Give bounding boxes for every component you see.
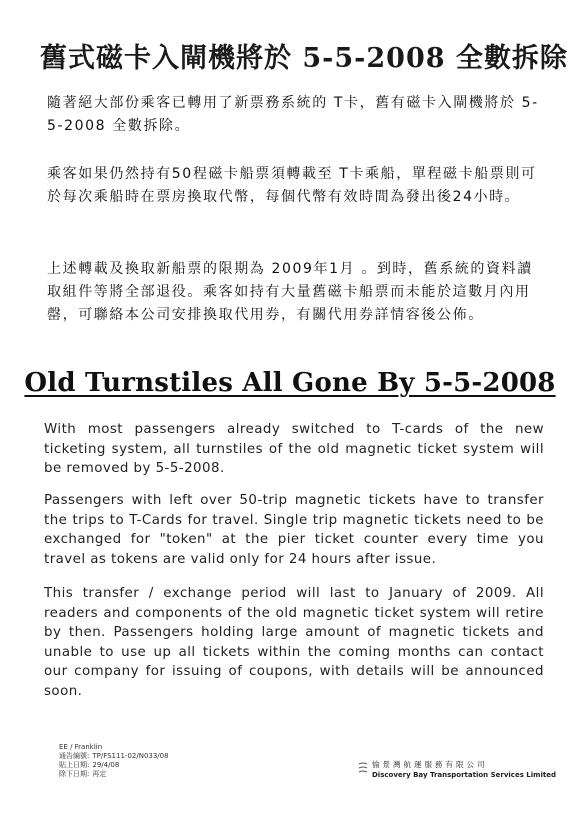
chinese-title: 舊式磁卡入閘機將於 5-5-2008 全數拆除 (40, 43, 568, 74)
notice-number-row (59, 752, 169, 761)
remove-date-value: 再定 (92, 770, 107, 778)
footer-reference (59, 743, 169, 779)
post-date-value: 29/4/08 (92, 761, 120, 769)
notice-number-label: 通告編號: (59, 752, 90, 760)
english-paragraph-1: With most passengers already switched to T-cards of the new ticketing system, all turnstiles of the old magnetic ticket system will be removed by 5-5-2008. (44, 422, 544, 476)
post-date-label: 貼上日期: (59, 761, 90, 769)
chinese-paragraph-2: 乘客如果仍然持有50程磁卡船票須轉載至 T卡乘船，單程磁卡船票則可於每次乘船時在票房換取代幣，每個代幣有效時間為發出後24小時。 (47, 166, 537, 205)
chinese-paragraph-1: 隨著絕大部份乘客已轉用了新票務系統的 T卡，舊有磁卡入閘機將於 5-5-2008 全數拆除。 (47, 95, 539, 134)
chinese-paragraph-3: 上述轉載及換取新船票的限期為 2009年1月 。到時，舊系統的資料讀取組件等將全部退役。乘客如持有大量舊磁卡船票而未能於這數月內用罄，可聯絡本公司安排換取代用券，有關代用券詳情容後公佈。 (47, 261, 533, 323)
author-line: EE / Franklin (59, 743, 103, 751)
company-signature (372, 759, 562, 780)
company-logo-icon (358, 762, 368, 776)
post-date-row (59, 761, 169, 770)
english-title-text: Old Turnstiles All Gone By 5-5-2008 (24, 368, 556, 398)
english-title (0, 368, 580, 398)
english-paragraph-3: This transfer / exchange period will last to January of 2009. All readers and components of the old magnetic ticket system will retire by then. Passengers holding large amount of magnetic tickets and unable to use up all tickets within the coming months can contact our company for issuing of coupons, with details will be announced soon. (44, 586, 544, 699)
remove-date-label: 除下日期: (59, 770, 90, 778)
company-name-chinese: 愉景灣航運服務有限公司 (372, 760, 488, 769)
notice-number-value: TP/FS111-02/N033/08 (92, 752, 169, 760)
remove-date-row (59, 770, 169, 779)
english-paragraph-2: Passengers with left over 50-trip magnetic tickets have to transfer the trips to T-Cards for travel. Single trip magnetic tickets need to be exchanged for "token" at the pier ticket counter every time you travel as tokens are valid only for 24 hours after issue. (44, 493, 544, 567)
company-name-english: Discovery Bay Transportation Services Limited (372, 771, 556, 779)
